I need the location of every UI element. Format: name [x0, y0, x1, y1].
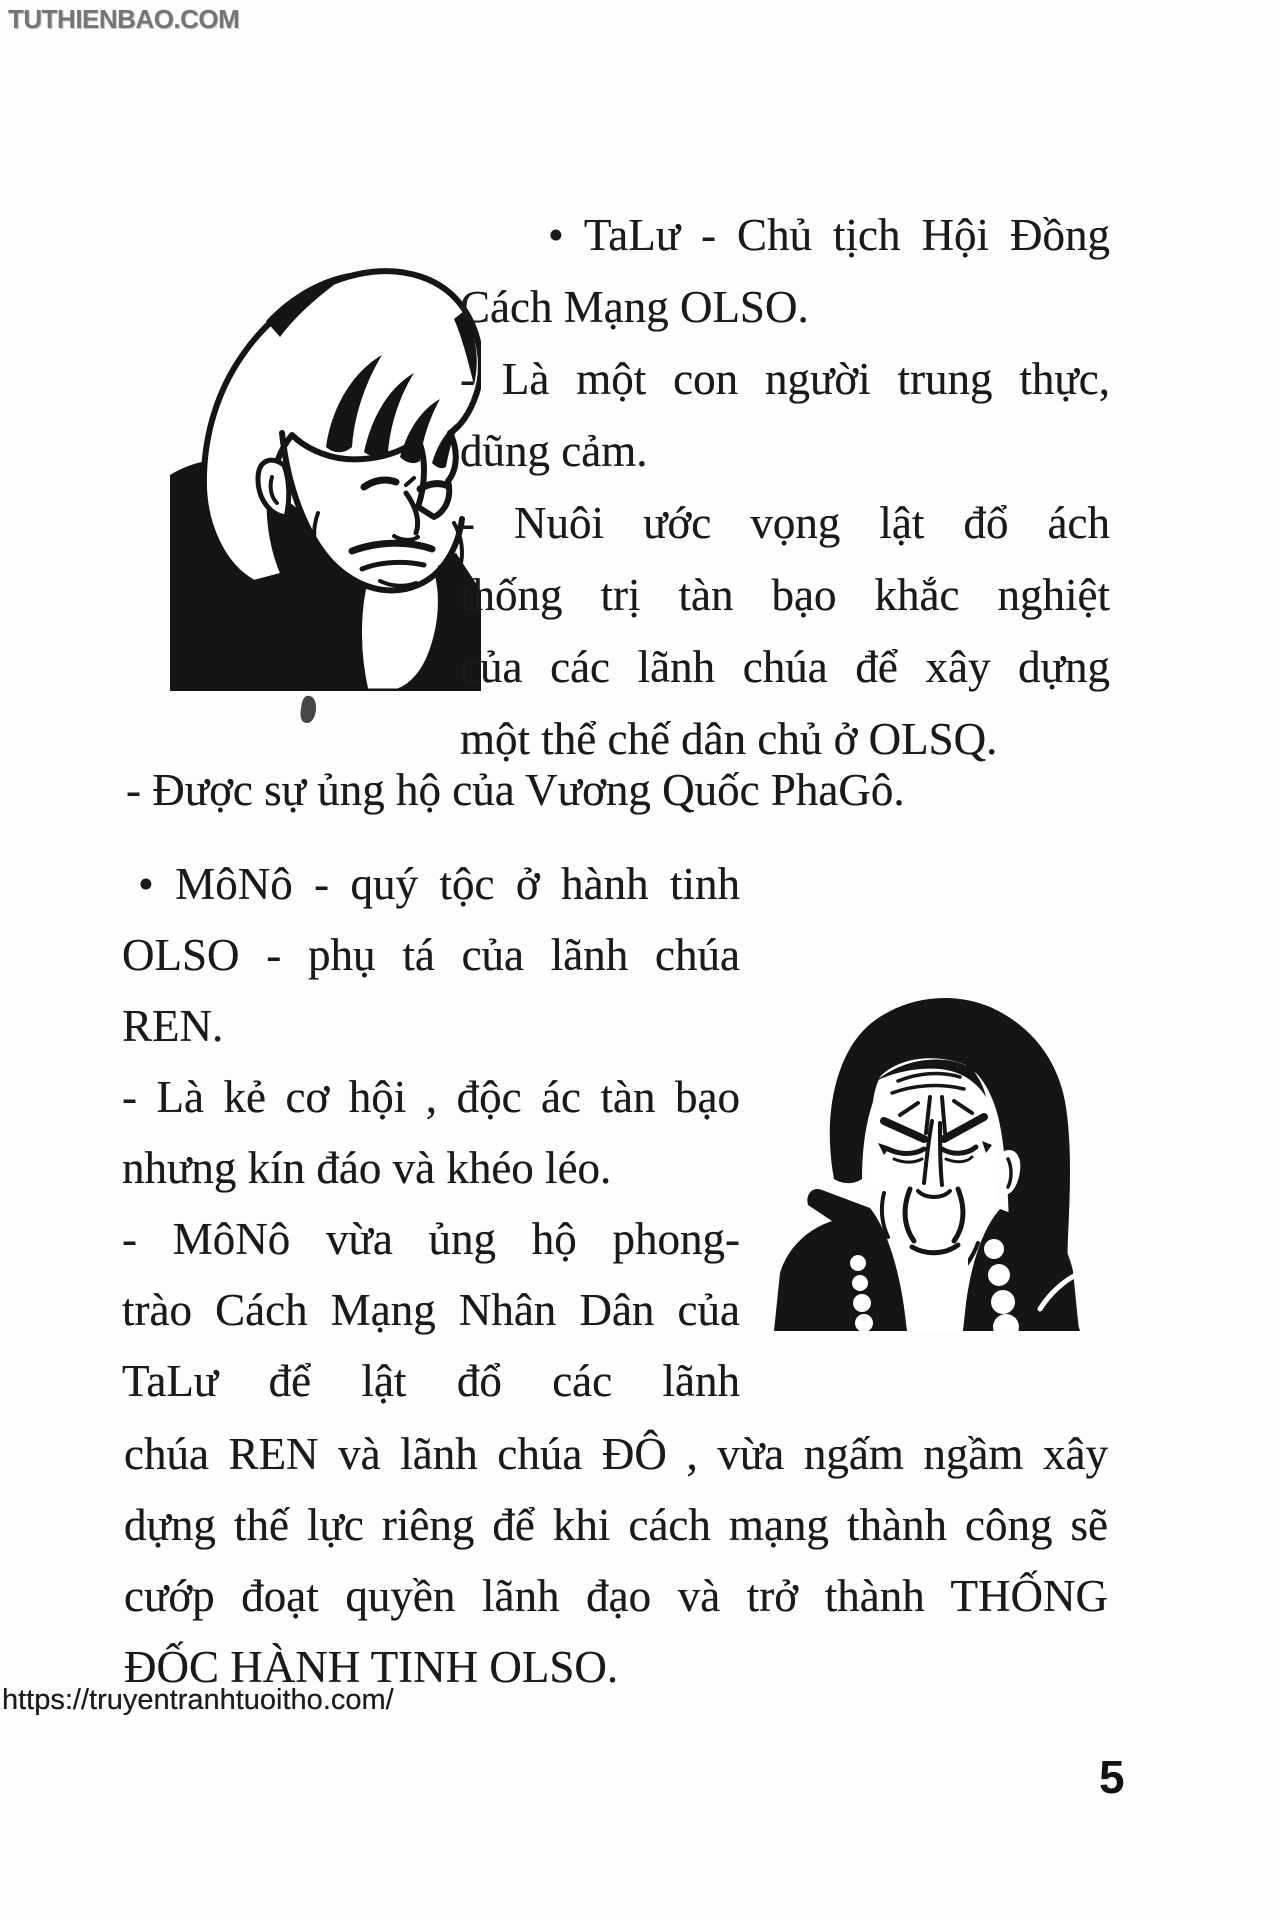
text-line: • TaLư - Chủ tịch Hội Đồng — [548, 210, 1110, 260]
text-line: một thể chế dân chủ ở OLSQ. — [460, 714, 998, 764]
text-line: của các lãnh chúa để xây dựng — [460, 642, 1110, 692]
text-line: dựng thế lực riêng để khi cách mạng thành công sẽ — [124, 1500, 1108, 1550]
mono-portrait — [772, 997, 1097, 1335]
watermark: TUTHIENBAO.COM — [8, 4, 240, 34]
text-line: nhưng kín đáo và khéo léo. — [122, 1143, 612, 1193]
talu-description — [460, 199, 1110, 775]
talu-portrait-illustration — [166, 249, 481, 691]
text-line: • MôNô - quý tộc ở hành tinh — [138, 859, 740, 909]
text-line: REN. — [122, 1001, 224, 1051]
talu-portrait — [166, 249, 481, 691]
mono-description — [122, 849, 740, 1417]
text-line: - MôNô vừa ủng hộ phong- — [122, 1214, 740, 1264]
closing-paragraph — [124, 1419, 1108, 1703]
page-number: 5 — [1099, 1751, 1125, 1803]
text-line: chúa REN và lãnh chúa ĐÔ , vừa ngấm ngầm xây — [124, 1429, 1108, 1479]
source-url: https://truyentranhtuoitho.com/ — [2, 1684, 394, 1716]
text-line: OLSO - phụ tá của lãnh chúa — [122, 930, 740, 980]
text-line: trào Cách Mạng Nhân Dân của — [122, 1285, 740, 1335]
text-line: cướp đoạt quyền lãnh đạo và trở thành THỐNG — [124, 1571, 1108, 1621]
text-line: - Là kẻ cơ hội , độc ác tàn bạo — [122, 1072, 740, 1122]
text-line: Cách Mạng OLSO. — [460, 282, 809, 332]
mono-portrait-illustration — [772, 997, 1097, 1335]
text-line: TaLư để lật đổ các lãnh — [122, 1356, 740, 1406]
text-line: - Nuôi ước vọng lật đổ ách — [460, 498, 1110, 548]
text-line: - Là một con người trung thực, — [460, 354, 1110, 404]
ink-smudge — [299, 695, 318, 724]
text-line: thống trị tàn bạo khắc nghiệt — [460, 570, 1110, 620]
text-line: ĐỐC HÀNH TINH OLSO. — [124, 1642, 619, 1692]
phago-support-line: - Được sự ủng hộ của Vương Quốc PhaGô. — [126, 765, 905, 815]
text-line: dũng cảm. — [460, 426, 648, 476]
